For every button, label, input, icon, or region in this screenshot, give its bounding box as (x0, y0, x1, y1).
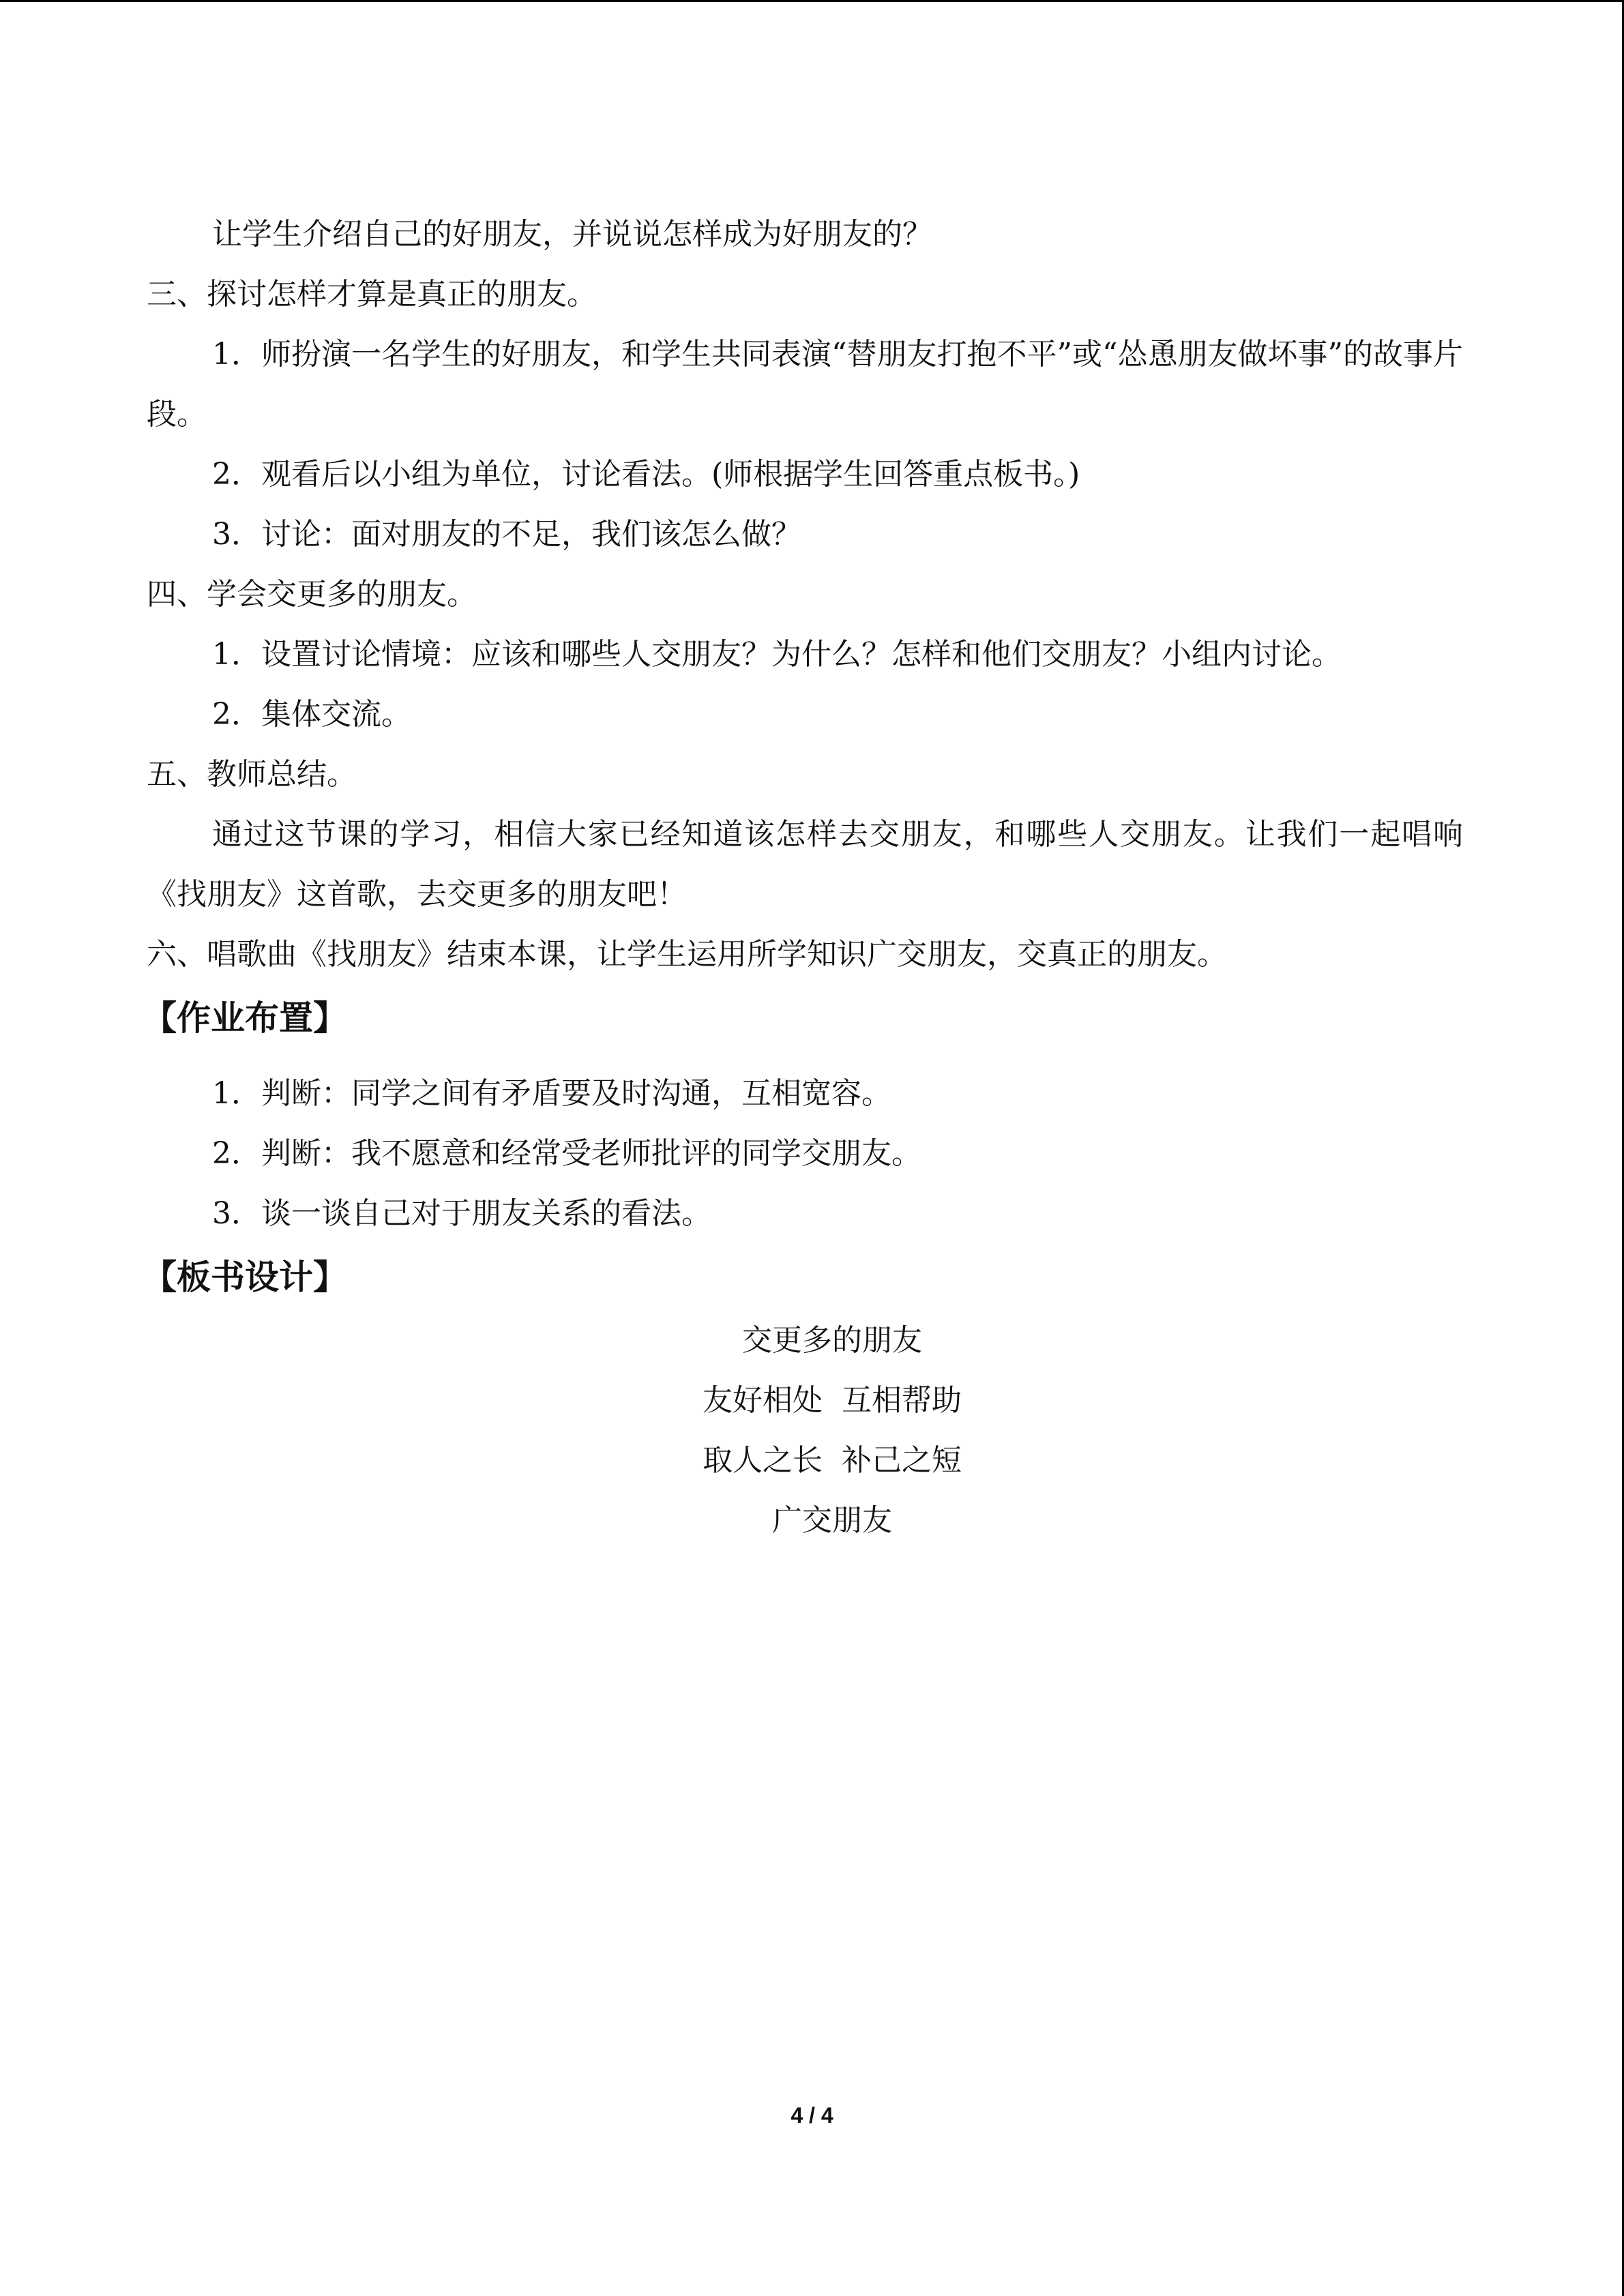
board-line-3: 取人之长 补己之短 (703, 1443, 962, 1478)
homework-heading: 【作业布置】 (143, 998, 347, 1038)
section-4-title: 四、学会交更多的朋友。 (147, 577, 477, 612)
board-line-4: 广交朋友 (772, 1503, 892, 1538)
document-body (143, 205, 1463, 1551)
intro-line: 让学生介绍自己的好朋友，并说说怎样成为好朋友的？ (212, 217, 932, 252)
homework-item-1: 1．判断：同学之间有矛盾要及时沟通，互相宽容。 (212, 1076, 891, 1111)
homework-item-2: 2．判断：我不愿意和经常受老师批评的同学交朋友。 (212, 1136, 921, 1171)
section-3-title: 三、探讨怎样才算是真正的朋友。 (147, 277, 597, 312)
section-4-item-2: 2．集体交流。 (212, 697, 411, 732)
section-5-title: 五、教师总结。 (147, 757, 357, 792)
section-3-item-1: 1．师扮演一名学生的好朋友，和学生共同表演“替朋友打抱不平”或“怂恿朋友做坏事”的故事片段。 (147, 337, 1463, 432)
board-heading: 【板书设计】 (143, 1257, 347, 1297)
section-3-item-2: 2．观看后以小组为单位，讨论看法。(师根据学生回答重点板书。) (212, 457, 1080, 492)
board-design (147, 1311, 1463, 1551)
section-5-paragraph: 通过这节课的学习，相信大家已经知道该怎样去交朋友，和哪些人交朋友。让我们一起唱响《找朋友》这首歌，去交更多的朋友吧！ (147, 817, 1463, 912)
section-6-title: 六、唱歌曲《找朋友》结束本课，让学生运用所学知识广交朋友，交真正的朋友。 (147, 937, 1227, 972)
board-line-1: 交更多的朋友 (742, 1323, 922, 1358)
page-number: 4 / 4 (791, 2103, 833, 2128)
section-4-item-1: 1．设置讨论情境：应该和哪些人交朋友？为什么？怎样和他们交朋友？小组内讨论。 (212, 637, 1342, 672)
homework-item-3: 3．谈一谈自己对于朋友关系的看法。 (212, 1196, 711, 1231)
section-3-item-3: 3．讨论：面对朋友的不足，我们该怎么做？ (212, 517, 801, 552)
board-line-2: 友好相处 互相帮助 (703, 1383, 962, 1418)
